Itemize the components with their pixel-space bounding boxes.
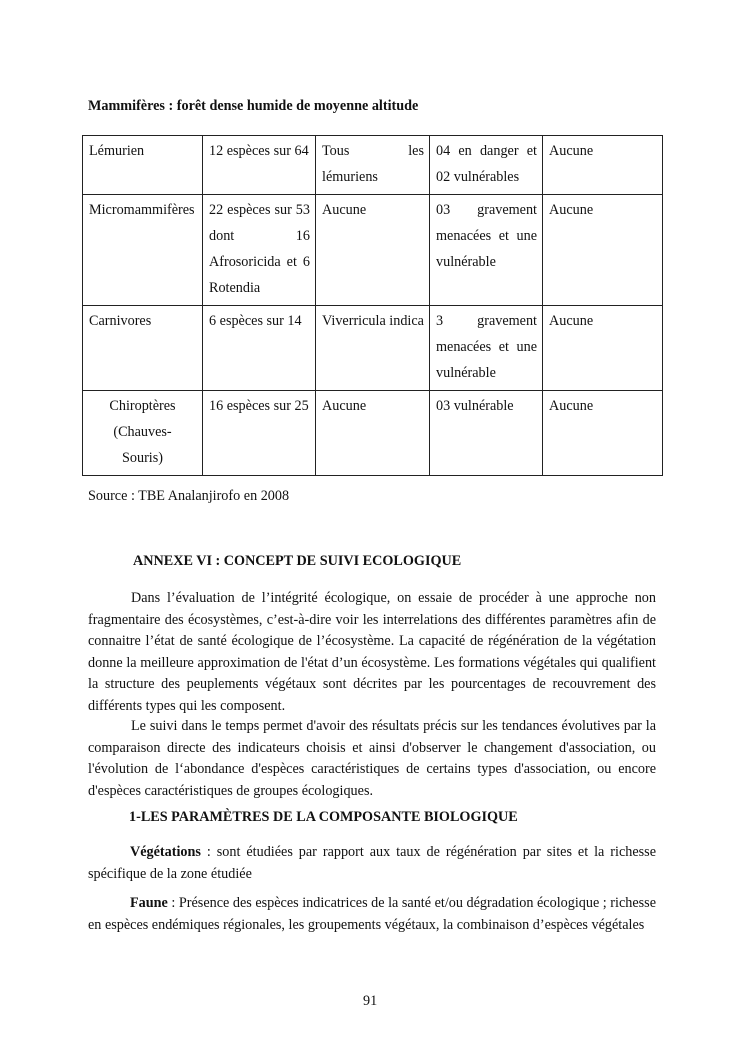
table-cell: 3 gravement menacées et une vulnérable (430, 306, 543, 391)
paragraph-faune (88, 893, 656, 936)
table-cell: Aucune (543, 136, 663, 195)
vegetations-text: : sont étudiées par rapport aux taux de régénération par sites et la richesse spécifique de la zone étudiée (88, 844, 656, 882)
vegetations-label: Végétations (130, 844, 201, 860)
table-cell: 04 en danger et 02 vulnérables (430, 136, 543, 195)
table-cell: 03 gravement menacées et une vulnérable (430, 195, 543, 306)
table-cell: Aucune (543, 306, 663, 391)
table-cell: 16 espèces sur 25 (203, 391, 316, 476)
section-heading: 1-LES PARAMÈTRES DE LA COMPOSANTE BIOLOGIQUE (129, 809, 518, 825)
page-number: 91 (363, 993, 378, 1009)
table-row (83, 391, 663, 476)
paragraph-monitoring: Le suivi dans le temps permet d'avoir des résultats précis sur les tendances évolutives par la comparaison directe des indicateurs choisis et ainsi d'observer le changement d'association, ou l'évolution de l‘abondance d'espèces caractéristiques de certains types d'association, ou encore d'espèces caractéristiques de groupes écologiques. (88, 718, 656, 799)
table-title: Mammifères : forêt dense humide de moyenne altitude (88, 98, 419, 114)
table-cell: Tous les lémuriens (316, 136, 430, 195)
mammal-table (82, 135, 663, 476)
paragraph-ecological-integrity: Dans l’évaluation de l’intégrité écologique, on essaie de procéder à une approche non fragmentaire des écosystèmes, c’est-à-dire voir les interrelations des différentes paramètres afin de connaitre l’état de santé écologique de l’écosystème. La capacité de régénération de la végétation donne la meilleure approximation de l'état d’un écosystème. Les formations végétales qui qualifient la structure des peuplements végétaux sont décrites par les pourcentages de recouvrement des différents types qui les composent. (88, 590, 656, 714)
table-cell: Viverricula indica (316, 306, 430, 391)
table-row (83, 195, 663, 306)
table-cell: Micromammifères (83, 195, 203, 306)
table-cell: Aucune (316, 195, 430, 306)
table-cell: Carnivores (83, 306, 203, 391)
table-cell: Aucune (543, 391, 663, 476)
faune-label: Faune (130, 895, 168, 911)
table-row (83, 306, 663, 391)
annex-heading: ANNEXE VI : CONCEPT DE SUIVI ECOLOGIQUE (133, 553, 462, 569)
faune-text: : Présence des espèces indicatrices de la santé et/ou dégradation écologique ; richesse en espèces endémiques régionales, les groupements végétaux, la combinaison d’espèces végétales (88, 895, 656, 933)
table-source: Source : TBE Analanjirofo en 2008 (88, 488, 290, 504)
table-cell: 22 espèces sur 53 dont 16 Afrosoricida et 6 Rotendia (203, 195, 316, 306)
paragraph-vegetations (88, 842, 656, 885)
table-cell: Chiroptères (Chauves-Souris) (83, 391, 203, 476)
table-cell: 03 vulnérable (430, 391, 543, 476)
table-cell: 6 espèces sur 14 (203, 306, 316, 391)
table-cell: Aucune (316, 391, 430, 476)
table-cell: 12 espèces sur 64 (203, 136, 316, 195)
table-cell: Lémurien (83, 136, 203, 195)
table-row (83, 136, 663, 195)
table-cell: Aucune (543, 195, 663, 306)
